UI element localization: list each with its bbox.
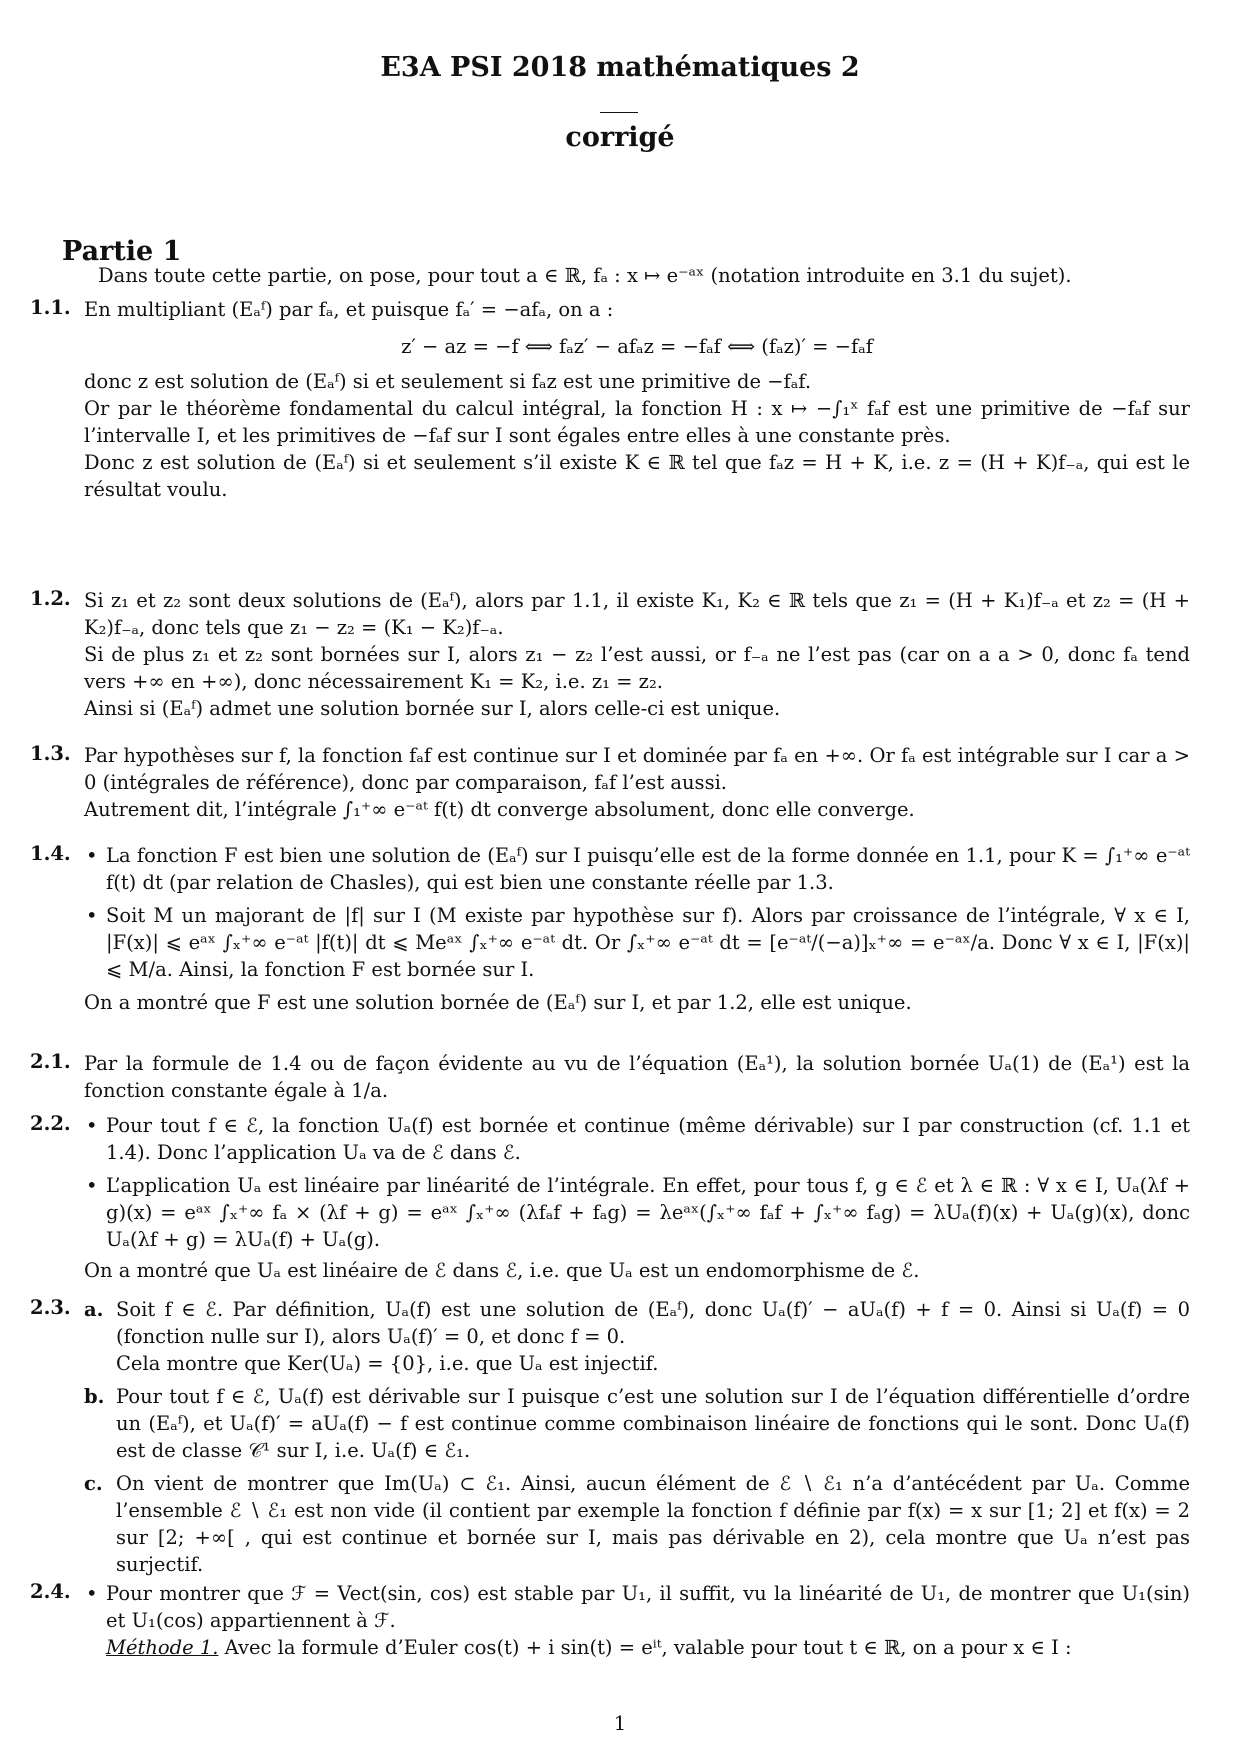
method-label: Méthode 1. xyxy=(106,1636,219,1659)
method-line xyxy=(84,1634,1190,1661)
text-line: Si de plus z₁ et z₂ sont bornées sur I, alors z₁ − z₂ l’est aussi, or f₋ₐ ne l’est pas (car on a a > 0, donc fₐ tend vers +∞ en +∞), donc nécessairement K₁ = K₂, i.e. z₁ = z₂. xyxy=(84,643,1190,693)
document-title: E3A PSI 2018 mathématiques 2 xyxy=(380,52,860,83)
sub-label: c. xyxy=(84,1472,103,1495)
text-line: Par la formule de 1.4 ou de façon évidente au vu de l’équation (Eₐ¹), la solution bornée Uₐ(1) de (Eₐ¹) est la fonction constante égale à 1/a. xyxy=(84,1052,1190,1102)
sub-label: b. xyxy=(84,1385,105,1408)
method-text: Avec la formule d’Euler cos(t) + i sin(t) = eⁱᵗ, valable pour tout t ∈ ℝ, on a pour x ∈ I : xyxy=(218,1636,1072,1659)
part-heading: Partie 1 xyxy=(62,236,182,267)
intro-text: Dans toute cette partie, on pose, pour tout a ∈ ℝ, fₐ : x ↦ e⁻ᵃˣ (notation introduite en 3.1 du sujet). xyxy=(98,264,1072,287)
sub-item-b xyxy=(84,1383,1190,1464)
sub-item-c xyxy=(84,1470,1190,1578)
item-number-1-3: 1.3. xyxy=(30,742,71,765)
text-line: Soit f ∈ ℰ. Par définition, Uₐ(f) est une solution de (Eₐᶠ), donc Uₐ(f)′ − aUₐ(f) + f = 0. Ainsi si Uₐ(f) = 0 (fonction nulle sur I), alors Uₐ(f)′ = 0, et donc f = 0. xyxy=(116,1298,1190,1348)
bullet-item: • Soit M un majorant de |f| sur I (M existe par hypothèse sur f). Alors par croissance de l’intégrale, ∀ x ∈ I, |F(x)| ⩽ eᵃˣ ∫ₓ⁺∞ e⁻ᵃᵗ |f(t)| dt ⩽ Meᵃˣ ∫ₓ⁺∞ e⁻ᵃᵗ dt. Or ∫ₓ⁺∞ e⁻ᵃᵗ dt = [e⁻ᵃᵗ/(−a)]ₓ⁺∞ = e⁻ᵃˣ/a. Donc ∀ x ∈ I, |F(x)| ⩽ M/a. Ainsi, la fonction F est bornée sur I. xyxy=(84,902,1190,983)
text-line: Ainsi si (Eₐᶠ) admet une solution bornée sur I, alors celle-ci est unique. xyxy=(84,697,781,720)
item-2-3 xyxy=(84,1296,1190,1578)
item-number-1-4: 1.4. xyxy=(30,842,71,865)
item-number-2-3: 2.3. xyxy=(30,1296,71,1319)
text-line: Si z₁ et z₂ sont deux solutions de (Eₐᶠ), alors par 1.1, il existe K₁, K₂ ∈ ℝ tels que z₁ = (H + K₁)f₋ₐ et z₂ = (H + K₂)f₋ₐ, donc tels que z₁ − z₂ = (K₁ − K₂)f₋ₐ. xyxy=(84,589,1190,639)
item-number-2-1: 2.1. xyxy=(30,1050,71,1073)
text-line: Cela montre que Ker(Uₐ) = {0}, i.e. que Uₐ est injectif. xyxy=(116,1352,659,1375)
item-number-2-4: 2.4. xyxy=(30,1580,71,1603)
title-separator xyxy=(600,112,638,113)
document-subtitle: corrigé xyxy=(565,122,675,153)
intro-block xyxy=(84,262,1190,289)
item-2-4 xyxy=(84,1580,1190,1661)
text-line: En multipliant (Eₐᶠ) par fₐ, et puisque fₐ′ = −afₐ, on a : xyxy=(84,298,614,321)
page-number: 1 xyxy=(613,1712,627,1735)
item-number-2-2: 2.2. xyxy=(30,1112,71,1135)
text-line: Autrement dit, l’intégrale ∫₁⁺∞ e⁻ᵃᵗ f(t) dt converge absolument, donc elle converge. xyxy=(84,798,915,821)
text-line: Par hypothèses sur f, la fonction fₐf est continue sur I et dominée par fₐ en +∞. Or fₐ est intégrable sur I car a > 0 (intégrales de référence), donc par comparaison, fₐf l’est aussi. xyxy=(84,744,1190,794)
text-line: On vient de montrer que Im(Uₐ) ⊂ ℰ₁. Ainsi, aucun élément de ℰ ∖ ℰ₁ n’a d’antécédent par Uₐ. Comme l’ensemble ℰ ∖ ℰ₁ est non vide (il contient par exemple la fonction f définie par f(x) = x sur [1; 2] et f(x) = 2 sur [2; +∞[ , qui est continue et bornée sur I, mais pas dérivable en 2), cela montre que Uₐ n’est pas surjectif. xyxy=(116,1472,1190,1576)
bullet-item: • La fonction F est bien une solution de (Eₐᶠ) sur I puisqu’elle est de la forme donnée en 1.1, pour K = ∫₁⁺∞ e⁻ᵃᵗ f(t) dt (par relation de Chasles), qui est bien une constante réelle par 1.3. xyxy=(84,842,1190,896)
item-number-1-2: 1.2. xyxy=(30,587,71,610)
item-1-2 xyxy=(84,587,1190,722)
bullet-item: • Pour tout f ∈ ℰ, la fonction Uₐ(f) est bornée et continue (même dérivable) sur I par construction (cf. 1.1 et 1.4). Donc l’application Uₐ va de ℰ dans ℰ. xyxy=(84,1112,1190,1166)
item-1-3 xyxy=(84,742,1190,823)
text-line: Donc z est solution de (Eₐᶠ) si et seulement s’il existe K ∈ ℝ tel que fₐz = H + K, i.e. z = (H + K)f₋ₐ, qui est le résultat voulu. xyxy=(84,451,1190,501)
sub-label: a. xyxy=(84,1298,104,1321)
bullet-item: • L’application Uₐ est linéaire par linéarité de l’intégrale. En effet, pour tous f, g ∈ ℰ et λ ∈ ℝ : ∀ x ∈ I, Uₐ(λf + g)(x) = eᵃˣ ∫ₓ⁺∞ fₐ × (λf + g) = eᵃˣ ∫ₓ⁺∞ (λfₐf + fₐg) = λeᵃˣ(∫ₓ⁺∞ fₐf + ∫ₓ⁺∞ fₐg) = λUₐ(f)(x) + Uₐ(g)(x), donc Uₐ(λf + g) = λUₐ(f) + Uₐ(g). xyxy=(84,1172,1190,1253)
item-1-1 xyxy=(84,296,1190,503)
item-2-2 xyxy=(84,1112,1190,1284)
item-2-1 xyxy=(84,1050,1190,1104)
text-line: On a montré que Uₐ est linéaire de ℰ dans ℰ, i.e. que Uₐ est un endomorphisme de ℰ. xyxy=(84,1259,920,1282)
equation: z′ − az = −f ⟺ fₐz′ − afₐz = −fₐf ⟺ (fₐz)′ = −fₐf xyxy=(401,335,873,358)
text-line: donc z est solution de (Eₐᶠ) si et seulement si fₐz est une primitive de −fₐf. xyxy=(84,370,812,393)
bullet-item: • Pour montrer que ℱ = Vect(sin, cos) est stable par U₁, il suffit, vu la linéarité de U₁, de montrer que U₁(sin) et U₁(cos) appartiennent à ℱ. xyxy=(84,1580,1190,1634)
text-line: Pour tout f ∈ ℰ, Uₐ(f) est dérivable sur I puisque c’est une solution sur I de l’équation différentielle d’ordre un (Eₐᶠ), et Uₐ(f)′ = aUₐ(f) − f est continue comme combinaison linéaire de fonctions qui le sont. Donc Uₐ(f) est de classe 𝒞¹ sur I, i.e. Uₐ(f) ∈ ℰ₁. xyxy=(116,1385,1190,1462)
item-1-4 xyxy=(84,842,1190,1016)
text-line: Or par le théorème fondamental du calcul intégral, la fonction H : x ↦ −∫₁ˣ fₐf est une primitive de −fₐf sur l’intervalle I, et les primitives de −fₐf sur I sont égales entre elles à une constante près. xyxy=(84,397,1190,447)
sub-item-a xyxy=(84,1296,1190,1377)
text-line: On a montré que F est une solution bornée de (Eₐᶠ) sur I, et par 1.2, elle est unique. xyxy=(84,991,912,1014)
item-number-1-1: 1.1. xyxy=(30,296,71,319)
